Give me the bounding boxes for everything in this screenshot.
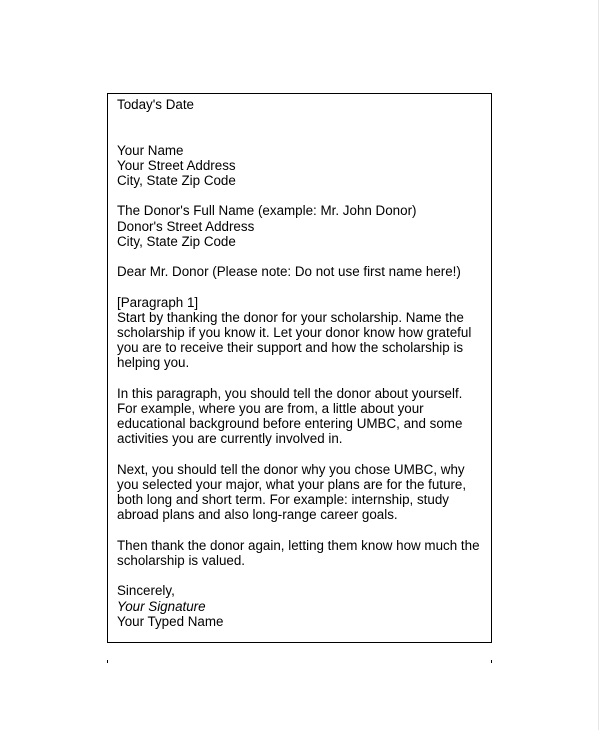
sender-name: Your Name xyxy=(117,142,184,158)
paragraph-3 xyxy=(117,462,491,523)
paragraph-line: activities you are currently involved in. xyxy=(117,431,343,447)
signature-placeholder: Your Signature xyxy=(117,598,206,614)
paragraph-line: abroad plans and also long-range career goals. xyxy=(117,507,398,523)
page-corner-mark-left xyxy=(107,660,108,663)
paragraph-2 xyxy=(117,386,491,447)
paragraph-line: both long and short term. For example: internship, study xyxy=(117,492,449,508)
paragraph-line: For example, where you are from, a little about your xyxy=(117,400,424,416)
paragraph-line: scholarship is valued. xyxy=(117,552,246,568)
typed-name: Your Typed Name xyxy=(117,613,224,629)
letter-template-box xyxy=(107,93,492,643)
paragraph-line: helping you. xyxy=(117,355,190,371)
page-corner-mark-right xyxy=(491,660,492,663)
paragraph-line: scholarship if you know it. Let your donor know how grateful xyxy=(117,324,472,340)
paragraph-line: educational background before entering UMBC, and some xyxy=(117,416,463,432)
valediction: Sincerely, xyxy=(117,583,175,599)
closing-block xyxy=(117,583,491,629)
paragraph-line: Then thank the donor again, letting them know how much the xyxy=(117,537,480,553)
date-line: Today's Date xyxy=(117,97,194,112)
sender-street: Your Street Address xyxy=(117,157,236,173)
paragraph-1-heading: [Paragraph 1] xyxy=(117,294,199,310)
paragraph-line: Next, you should tell the donor why you chose UMBC, why xyxy=(117,461,465,477)
recipient-street: Donor's Street Address xyxy=(117,218,255,234)
recipient-address-block xyxy=(117,203,491,249)
paragraph-1 xyxy=(117,295,491,371)
salutation: Dear Mr. Donor (Please note: Do not use first name here!) xyxy=(117,264,461,280)
paragraph-line: you are to receive their support and how the scholarship is xyxy=(117,340,464,356)
date-block xyxy=(117,97,491,112)
recipient-city: City, State Zip Code xyxy=(117,233,236,249)
paragraph-4 xyxy=(117,538,491,568)
paragraph-line: you selected your major, what your plans are for the future, xyxy=(117,476,467,492)
paragraph-line: Start by thanking the donor for your scholarship. Name the xyxy=(117,309,464,325)
recipient-name: The Donor's Full Name (example: Mr. John Donor) xyxy=(117,203,417,219)
paragraph-line: In this paragraph, you should tell the donor about yourself. xyxy=(117,385,463,401)
salutation-block xyxy=(117,264,491,279)
sender-city: City, State Zip Code xyxy=(117,173,236,188)
sender-address-block xyxy=(117,143,491,189)
